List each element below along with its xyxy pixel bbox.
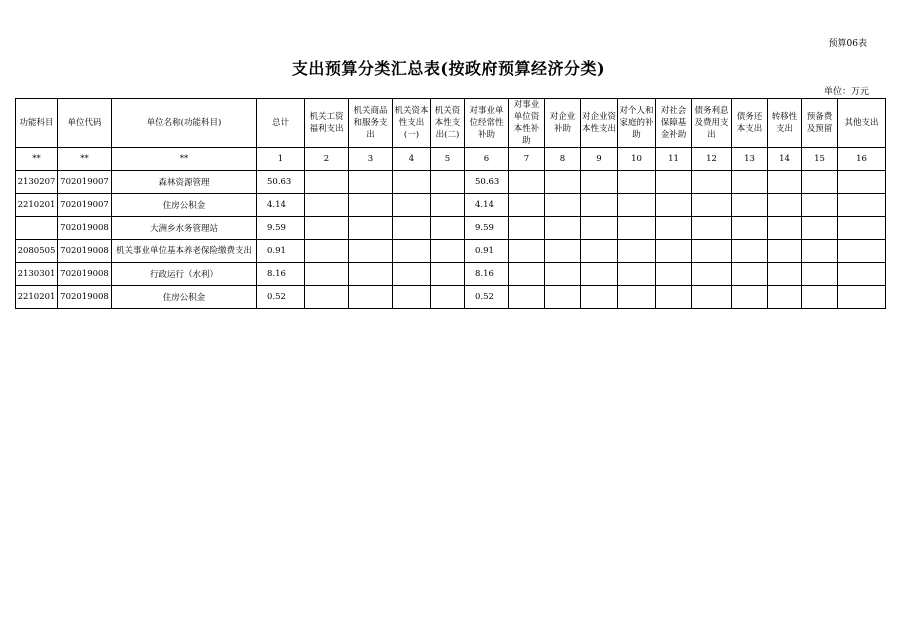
empty-cell (305, 263, 349, 286)
unit-code: 702019007 (58, 194, 112, 217)
empty-cell (692, 171, 732, 194)
function-code (16, 217, 58, 240)
empty-cell (656, 171, 692, 194)
empty-cell (768, 240, 802, 263)
table-row (16, 171, 886, 194)
empty-cell (509, 171, 545, 194)
total-value: 4.14 (257, 194, 305, 217)
table-row (16, 194, 886, 217)
index-cell: 2 (305, 148, 349, 171)
empty-cell (393, 240, 431, 263)
function-code: 2210201 (16, 286, 58, 309)
empty-cell (305, 194, 349, 217)
empty-cell (692, 286, 732, 309)
index-cell: 10 (618, 148, 656, 171)
header-cell: 对企业补助 (545, 99, 581, 148)
empty-cell (431, 217, 465, 240)
empty-cell (618, 194, 656, 217)
empty-cell (656, 286, 692, 309)
empty-cell (305, 171, 349, 194)
empty-cell (349, 194, 393, 217)
empty-cell (545, 194, 581, 217)
empty-cell (618, 171, 656, 194)
empty-cell (732, 286, 768, 309)
empty-cell (349, 263, 393, 286)
empty-cell (393, 194, 431, 217)
index-cell: 11 (656, 148, 692, 171)
function-code: 2210201 (16, 194, 58, 217)
empty-cell (802, 194, 838, 217)
form-number: 预算06表 (828, 39, 867, 49)
empty-cell (838, 263, 886, 286)
empty-cell (349, 286, 393, 309)
empty-cell (509, 217, 545, 240)
index-cell: 14 (768, 148, 802, 171)
index-cell: ** (58, 148, 112, 171)
empty-cell (656, 194, 692, 217)
index-row (16, 148, 886, 171)
unit-code: 702019007 (58, 171, 112, 194)
empty-cell (393, 217, 431, 240)
index-cell: 3 (349, 148, 393, 171)
unit-name: 行政运行（水利） (112, 263, 257, 286)
unit-code: 702019008 (58, 240, 112, 263)
empty-cell (802, 286, 838, 309)
unit-code: 702019008 (58, 217, 112, 240)
index-cell: 5 (431, 148, 465, 171)
header-cell: 对企业资本性支出 (581, 99, 618, 148)
function-code: 2130207 (16, 171, 58, 194)
table-row (16, 217, 886, 240)
empty-cell (581, 171, 618, 194)
index-cell: 1 (257, 148, 305, 171)
subsidy-value: 9.59 (465, 217, 509, 240)
unit-name: 住房公积金 (112, 286, 257, 309)
header-cell: 机关资本性支出(一) (393, 99, 431, 148)
unit-label: 单位：万元 (823, 87, 869, 97)
unit-name: 机关事业单位基本养老保险缴费支出 (112, 240, 257, 263)
empty-cell (581, 286, 618, 309)
empty-cell (349, 217, 393, 240)
empty-cell (768, 217, 802, 240)
header-cell: 对事业单位资本性补助 (509, 99, 545, 148)
empty-cell (545, 263, 581, 286)
empty-cell (545, 286, 581, 309)
empty-cell (393, 263, 431, 286)
header-cell: 对社会保障基金补助 (656, 99, 692, 148)
header-cell: 机关商品和服务支出 (349, 99, 393, 148)
subsidy-value: 8.16 (465, 263, 509, 286)
index-cell: 9 (581, 148, 618, 171)
empty-cell (581, 217, 618, 240)
header-cell: 单位代码 (58, 99, 112, 148)
header-cell: 对个人和家庭的补助 (618, 99, 656, 148)
empty-cell (802, 171, 838, 194)
empty-cell (431, 194, 465, 217)
total-value: 0.91 (257, 240, 305, 263)
unit-code: 702019008 (58, 263, 112, 286)
header-cell: 单位名称(功能科目) (112, 99, 257, 148)
empty-cell (393, 171, 431, 194)
empty-cell (732, 194, 768, 217)
index-cell: 13 (732, 148, 768, 171)
empty-cell (581, 240, 618, 263)
empty-cell (692, 263, 732, 286)
index-cell: ** (112, 148, 257, 171)
page-title: 支出预算分类汇总表(按政府预算经济分类) (291, 59, 606, 78)
index-cell: 6 (465, 148, 509, 171)
subsidy-value: 0.91 (465, 240, 509, 263)
header-cell: 总计 (257, 99, 305, 148)
index-cell: 15 (802, 148, 838, 171)
empty-cell (838, 194, 886, 217)
total-value: 0.52 (257, 286, 305, 309)
header-cell: 债务利息及费用支出 (692, 99, 732, 148)
unit-name: 住房公积金 (112, 194, 257, 217)
empty-cell (656, 240, 692, 263)
empty-cell (509, 286, 545, 309)
empty-cell (732, 171, 768, 194)
empty-cell (618, 286, 656, 309)
total-value: 50.63 (257, 171, 305, 194)
function-code: 2080505 (16, 240, 58, 263)
header-cell: 功能科目 (16, 99, 58, 148)
empty-cell (305, 286, 349, 309)
empty-cell (431, 263, 465, 286)
empty-cell (732, 240, 768, 263)
index-cell: 16 (838, 148, 886, 171)
header-cell: 债务还本支出 (732, 99, 768, 148)
empty-cell (431, 240, 465, 263)
empty-cell (768, 286, 802, 309)
empty-cell (802, 263, 838, 286)
empty-cell (692, 194, 732, 217)
empty-cell (618, 263, 656, 286)
empty-cell (349, 240, 393, 263)
subsidy-value: 4.14 (465, 194, 509, 217)
empty-cell (431, 286, 465, 309)
empty-cell (656, 217, 692, 240)
index-cell: 12 (692, 148, 732, 171)
unit-name: 森林资源管理 (112, 171, 257, 194)
empty-cell (509, 240, 545, 263)
empty-cell (581, 263, 618, 286)
table-row (16, 240, 886, 263)
empty-cell (656, 263, 692, 286)
empty-cell (618, 240, 656, 263)
empty-cell (581, 194, 618, 217)
unit-name: 大洲乡水务管理站 (112, 217, 257, 240)
subsidy-value: 0.52 (465, 286, 509, 309)
header-cell: 机关资本性支出(二) (431, 99, 465, 148)
header-cell: 转移性支出 (768, 99, 802, 148)
header-cell: 对事业单位经常性补助 (465, 99, 509, 148)
empty-cell (545, 171, 581, 194)
empty-cell (768, 263, 802, 286)
empty-cell (509, 194, 545, 217)
index-cell: 4 (393, 148, 431, 171)
table-row (16, 263, 886, 286)
empty-cell (393, 286, 431, 309)
empty-cell (838, 286, 886, 309)
empty-cell (732, 263, 768, 286)
empty-cell (305, 217, 349, 240)
index-cell: 8 (545, 148, 581, 171)
header-row (16, 99, 886, 148)
empty-cell (545, 217, 581, 240)
empty-cell (305, 240, 349, 263)
unit-code: 702019008 (58, 286, 112, 309)
budget-table (15, 98, 886, 309)
table-row (16, 286, 886, 309)
empty-cell (509, 263, 545, 286)
subsidy-value: 50.63 (465, 171, 509, 194)
total-value: 9.59 (257, 217, 305, 240)
index-cell: 7 (509, 148, 545, 171)
empty-cell (732, 217, 768, 240)
function-code: 2130301 (16, 263, 58, 286)
empty-cell (838, 240, 886, 263)
empty-cell (349, 171, 393, 194)
empty-cell (545, 240, 581, 263)
empty-cell (802, 240, 838, 263)
empty-cell (802, 217, 838, 240)
empty-cell (768, 171, 802, 194)
empty-cell (431, 171, 465, 194)
total-value: 8.16 (257, 263, 305, 286)
index-cell: ** (16, 148, 58, 171)
empty-cell (768, 194, 802, 217)
empty-cell (838, 171, 886, 194)
empty-cell (618, 217, 656, 240)
empty-cell (692, 240, 732, 263)
empty-cell (838, 217, 886, 240)
header-cell: 机关工资福利支出 (305, 99, 349, 148)
empty-cell (692, 217, 732, 240)
header-cell: 其他支出 (838, 99, 886, 148)
header-cell: 预备费及预留 (802, 99, 838, 148)
